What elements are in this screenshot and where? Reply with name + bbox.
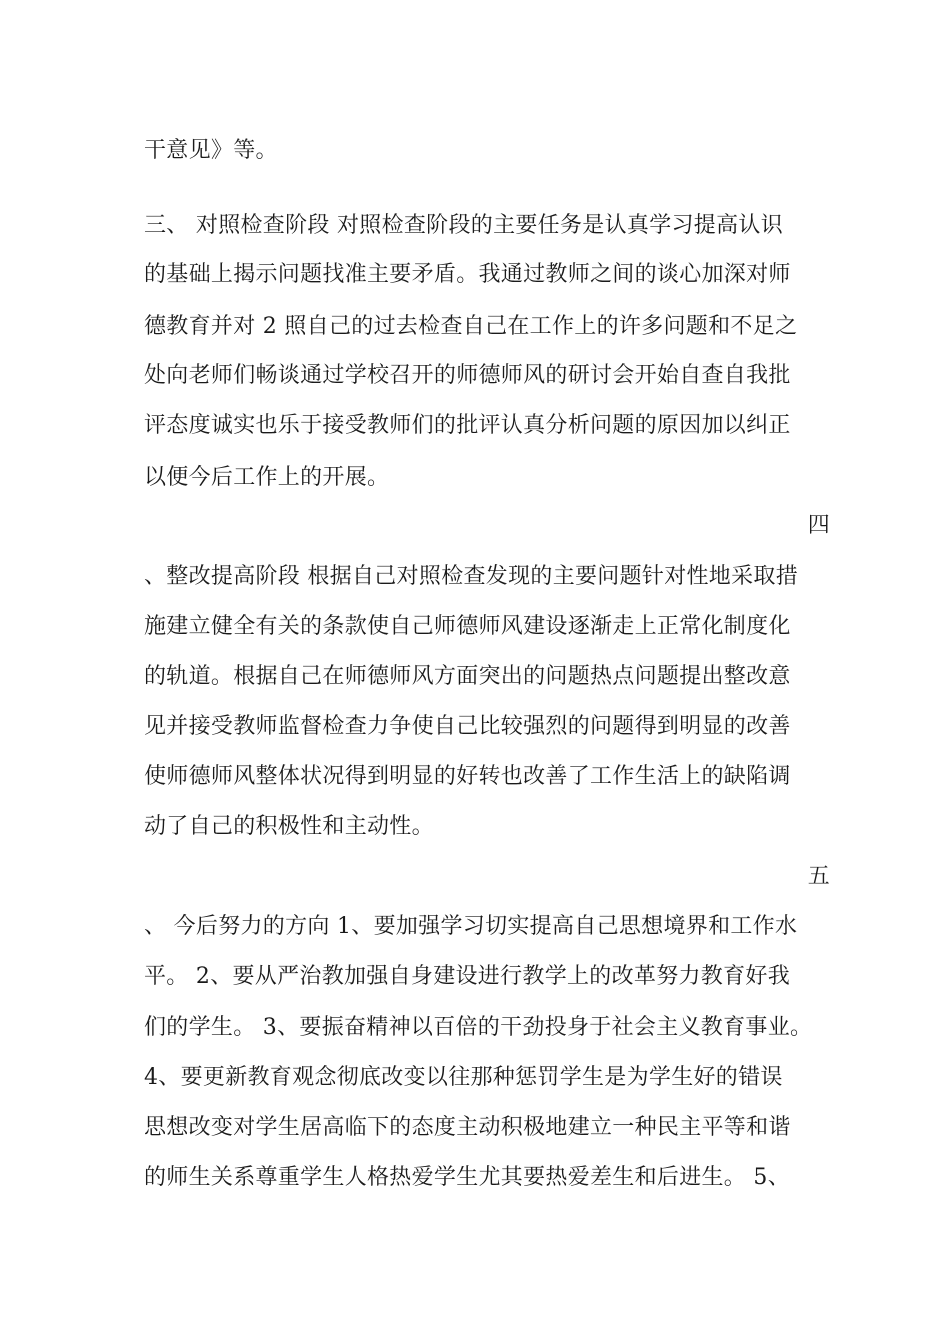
text-line: 干意见》等。 [144, 138, 278, 163]
text-line: 平。 2、要从严治教加强自身建设进行教学上的改革努力教育好我 [144, 964, 790, 989]
text-line: 评态度诚实也乐于接受教师们的批评认真分析问题的原因加以纠正 [144, 413, 791, 438]
text-line: 见并接受教师监督检查力争使自己比较强烈的问题得到明显的改善 [144, 714, 791, 739]
section-number: 五 [807, 864, 830, 889]
text-line: 4、要更新教育观念彻底改变以往那种惩罚学生是为学生好的错误 [144, 1065, 783, 1090]
text-line: 的轨道。根据自己在师德师风方面突出的问题热点问题提出整改意 [144, 664, 791, 689]
text-line: 、整改提高阶段 根据自己对照检查发现的主要问题针对性地采取措 [144, 564, 798, 589]
text-line: 三、 对照检查阶段 对照检查阶段的主要任务是认真学习提高认识 [144, 213, 783, 238]
section-number: 四 [807, 513, 830, 538]
text-line: 德教育并对 2 照自己的过去检查自己在工作上的许多问题和不足之 [144, 314, 798, 339]
text-line: 以便今后工作上的开展。 [144, 465, 390, 490]
text-line: 处向老师们畅谈通过学校召开的师德师风的研讨会开始自查自我批 [144, 363, 791, 388]
text-line: 施建立健全有关的条款使自己师德师风建设逐渐走上正常化制度化 [144, 614, 791, 639]
text-line: 思想改变对学生居高临下的态度主动积极地建立一种民主平等和谐 [144, 1115, 791, 1140]
text-line: 的基础上揭示问题找准主要矛盾。我通过教师之间的谈心加深对师 [144, 262, 791, 287]
text-line: 使师德师风整体状况得到明显的好转也改善了工作生活上的缺陷调 [144, 764, 791, 789]
text-line: 、 今后努力的方向 1、要加强学习切实提高自己思想境界和工作水 [144, 914, 798, 939]
text-line: 们的学生。 3、要振奋精神以百倍的干劲投身于社会主义教育事业。 [144, 1015, 813, 1040]
text-line: 动了自己的积极性和主动性。 [144, 814, 434, 839]
text-line: 的师生关系尊重学生人格热爱学生尤其要热爱差生和后进生。 5、 [144, 1165, 790, 1190]
